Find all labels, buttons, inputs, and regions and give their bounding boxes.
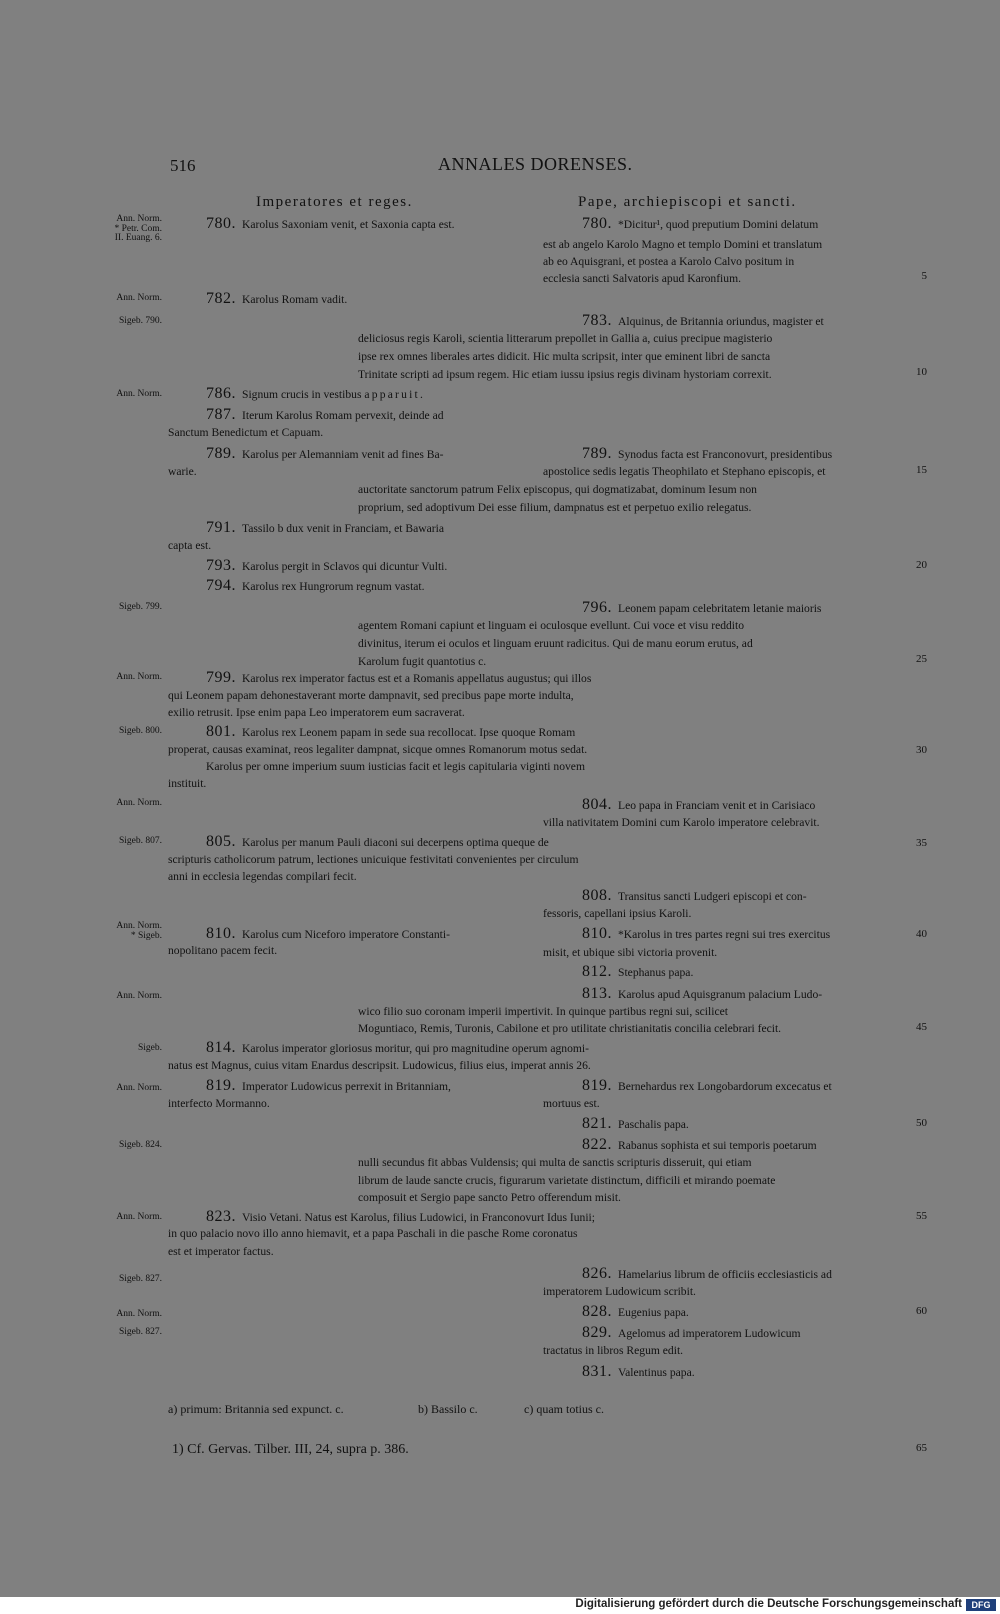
entry-line: anni in ecclesia legendas compilari fecit. <box>168 870 357 883</box>
entry-line <box>582 797 815 813</box>
entry-text: Leonem papam celebritatem letanie maioris <box>618 602 822 615</box>
entry-line <box>206 446 444 462</box>
margin-source: Ann. Norm. * Sigeb. <box>116 921 162 941</box>
entry-line: instituit. <box>168 777 207 790</box>
entry-year: 780. <box>582 215 612 232</box>
entry-text: Bernehardus rex Longobardorum excecatus et <box>618 1080 832 1093</box>
margin-source: Ann. Norm. <box>116 293 162 303</box>
entry-year: 791. <box>206 519 236 536</box>
entry-year: 812. <box>582 963 612 980</box>
entry-year: 805. <box>206 833 236 850</box>
margin-source: Sigeb. 824. <box>118 1140 162 1150</box>
entry-line: misit, et ubique sibi victoria provenit. <box>543 946 718 959</box>
entry-line <box>582 964 693 980</box>
column-heading-left: Imperatores et reges. <box>256 194 413 210</box>
entry-line: mortuus est. <box>543 1097 600 1110</box>
dfg-logo: DFG <box>966 1599 996 1611</box>
line-number: 30 <box>916 744 927 756</box>
entry-line <box>582 446 832 462</box>
entry-year: 826. <box>582 1265 612 1282</box>
entry-year: 829. <box>582 1324 612 1341</box>
entry-line <box>582 1266 832 1282</box>
line-number: 45 <box>916 1021 927 1033</box>
entry-text: Karolus apud Aquisgranum palacium Ludo- <box>618 988 823 1001</box>
entry-line <box>206 834 549 850</box>
margin-source: Sigeb. 807. <box>118 836 162 846</box>
footnote-b: b) Bassilo c. <box>418 1402 478 1416</box>
entry-text: Karolus Romam vadit. <box>242 293 348 306</box>
entry-text: Karolus per Alemanniam venit ad fines Ba- <box>242 448 444 461</box>
entry-line: natus est Magnus, cuius vitam Enardus descripsit. Ludowicus, filius eius, imperat annis 26. <box>168 1059 591 1072</box>
entry-year: 810. <box>582 925 612 942</box>
line-number: 35 <box>916 837 927 849</box>
entry-year: 821. <box>582 1115 612 1132</box>
line-number: 65 <box>916 1442 927 1454</box>
entry-line <box>582 926 830 942</box>
line-number: 10 <box>916 366 927 378</box>
entry-year: 819. <box>582 1077 612 1094</box>
footnote-c: c) quam totius c. <box>524 1402 604 1416</box>
entry-line <box>582 1364 695 1380</box>
line-number: 25 <box>916 653 927 665</box>
entry-year: 783. <box>582 312 612 329</box>
margin-source: Ann. Norm. * Petr. Com. II. Euang. 6. <box>114 214 162 243</box>
margin-source: Sigeb. 827. <box>118 1327 162 1337</box>
entry-year: 799. <box>206 669 236 686</box>
margin-source: Ann. Norm. <box>116 1212 162 1222</box>
entry-year: 786. <box>206 385 236 402</box>
entry-line: qui Leonem papam dehonestaverant morte dampnavit, sed precibus pape morte indulta, <box>168 689 574 702</box>
entry-line <box>582 600 821 616</box>
column-heading-right: Pape, archiepiscopi et sancti. <box>578 194 797 210</box>
entry-year: 787. <box>206 406 236 423</box>
line-number: 5 <box>921 270 927 282</box>
entry-line: Karolus per omne imperium suum iusticias facit et legis capitularia viginti novem <box>206 760 585 773</box>
entry-line: ecclesia sancti Salvatoris apud Karonfium. <box>543 272 741 285</box>
entry-text: Tassilo b dux venit in Franciam, et Bawaria <box>242 522 445 535</box>
entry-text: Visio Vetani. Natus est Karolus, filius Ludowici, in Franconovurt Idus Iunii; <box>242 1211 595 1224</box>
entry-line: capta est. <box>168 539 212 552</box>
entry-text: Karolus rex Hungrorum regnum vastat. <box>242 580 425 593</box>
entry-line: agentem Romani capiunt et linguam ei oculosque evellunt. Cui voce et visu reddito <box>358 619 745 632</box>
entry-line: librum de laude sancte crucis, figurarum varietate distinctum, difficili et mirando poemate <box>358 1174 776 1187</box>
entry-line: exilio retrusit. Ipse enim papa Leo imperatorem eum sacraverat. <box>168 706 465 719</box>
entry-line <box>582 1325 801 1341</box>
entry-text: Valentinus papa. <box>618 1366 695 1379</box>
entry-line <box>206 520 444 536</box>
entry-text: Synodus facta est Franconovurt, presidentibus <box>618 448 833 461</box>
footnote-1: 1) Cf. Gervas. Tilber. III, 24, supra p. 386. <box>172 1442 409 1457</box>
entry-line <box>582 888 807 904</box>
margin-source: Sigeb. <box>137 1043 162 1053</box>
margin-source: Ann. Norm. <box>116 389 162 399</box>
margin-source: Sigeb. 827. <box>118 1274 162 1284</box>
funding-notice: Digitalisierung gefördert durch die Deutsche Forschungsgemeinschaft <box>575 1598 962 1610</box>
entry-text: Alquinus, de Britannia oriundus, magister et <box>618 315 824 328</box>
entry-line <box>206 578 425 594</box>
entry-text: *Karolus in tres partes regni sui tres exercitus <box>618 928 831 941</box>
entry-line: est et imperator factus. <box>168 1245 274 1258</box>
entry-text: Karolus rex imperator factus est et a Romanis appellatus augustus; qui illos <box>242 672 592 685</box>
line-number: 40 <box>916 928 927 940</box>
margin-source: Ann. Norm. <box>116 672 162 682</box>
entry-line: Sanctum Benedictum et Capuam. <box>168 426 324 439</box>
entry-line: apostolice sedis legatis Theophilato et Stephano episcopis, et <box>543 465 826 478</box>
entry-text: Transitus sancti Ludgeri episcopi et con- <box>618 890 807 903</box>
entry-line: scripturis catholicorum patrum, lectiones unicuique festivitati convenientes per circulum <box>168 853 579 866</box>
line-number: 15 <box>916 464 927 476</box>
entry-line <box>206 558 447 574</box>
entry-text: Karolus imperator gloriosus moritur, qui pro magnitudine operum agnomi- <box>242 1042 589 1055</box>
entry-line <box>206 1209 595 1225</box>
entry-text: Stephanus papa. <box>618 966 694 979</box>
entry-line: tractatus in libros Regum edit. <box>543 1344 684 1357</box>
entry-line: in quo palacio novo illo anno hiemavit, et a papa Paschali in die pasche Rome coronatus <box>168 1227 578 1240</box>
entry-line <box>206 216 455 232</box>
entry-line: Moguntiaco, Remis, Turonis, Cabilone et pro utilitate christianitatis concilia celebrari fecit. <box>358 1022 782 1035</box>
margin-source: Ann. Norm. <box>116 798 162 808</box>
line-number: 60 <box>916 1305 927 1317</box>
entry-line: est ab angelo Karolo Magno et templo Domini et translatum <box>543 238 823 251</box>
entry-line <box>206 724 575 740</box>
entry-line: imperatorem Ludowicum scribit. <box>543 1285 696 1298</box>
line-number: 20 <box>916 559 927 571</box>
margin-source: Ann. Norm. <box>116 991 162 1001</box>
entry-line <box>206 926 450 942</box>
entry-line <box>206 291 347 307</box>
entry-text: Paschalis papa. <box>618 1118 689 1131</box>
margin-source: Sigeb. 799. <box>118 602 162 612</box>
entry-line: nopolitano pacem fecit. <box>168 944 278 957</box>
entry-line: Karolum fugit quantotius c. <box>358 655 487 668</box>
entry-text: Rabanus sophista et sui temporis poetarum <box>618 1139 817 1152</box>
entry-line: divinitus, iterum ei oculos et linguam eruunt radicitus. Qui de manu eorum erutus, ad <box>358 637 753 650</box>
entry-line <box>582 1137 817 1153</box>
entry-line: interfecto Mormanno. <box>168 1097 270 1110</box>
entry-year: 808. <box>582 887 612 904</box>
entry-line <box>206 670 591 686</box>
entry-line: ab eo Aquisgrani, et postea a Karolo Calvo positum in <box>543 255 795 268</box>
entry-line <box>206 1078 451 1094</box>
entry-year: 813. <box>582 985 612 1002</box>
entry-line <box>582 986 822 1002</box>
margin-source: Sigeb. 790. <box>118 316 162 326</box>
entry-year: 780. <box>206 215 236 232</box>
entry-line <box>582 1116 689 1132</box>
entry-line: auctoritate sanctorum patrum Felix episcopus, qui dogmatizabat, dominum Iesum non <box>358 483 757 496</box>
entry-year: 801. <box>206 723 236 740</box>
entry-line <box>206 407 444 423</box>
entry-year: 823. <box>206 1208 236 1225</box>
entry-year: 804. <box>582 796 612 813</box>
entry-line <box>206 386 425 402</box>
footnote-a: a) primum: Britannia sed expunct. c. <box>168 1402 344 1416</box>
entry-line: ipse rex omnes liberales artes didicit. Hic multa scripsit, inter que eminent libri de sancta <box>358 350 771 363</box>
line-number: 50 <box>916 1117 927 1129</box>
entry-text: Imperator Ludowicus perrexit in Britanniam, <box>242 1080 451 1093</box>
entry-line <box>582 216 818 232</box>
entry-text: Signum crucis in vestibus <box>242 388 365 401</box>
entry-text: Eugenius papa. <box>618 1306 689 1319</box>
entry-line <box>582 1304 689 1320</box>
entry-line <box>582 313 824 329</box>
entry-text: Iterum Karolus Romam pervexit, deinde ad <box>242 409 444 422</box>
entry-year: 814. <box>206 1039 236 1056</box>
entry-text: Hamelarius librum de officiis ecclesiasticis ad <box>618 1268 832 1281</box>
margin-source: Ann. Norm. <box>116 1083 162 1093</box>
entry-year: 793. <box>206 557 236 574</box>
entry-text: Agelomus ad imperatorem Ludowicum <box>618 1327 801 1340</box>
page-number: 516 <box>170 156 196 175</box>
entry-year: 789. <box>582 445 612 462</box>
entry-text: Karolus Saxoniam venit, et Saxonia capta est. <box>242 218 455 231</box>
entry-line: deliciosus regis Karoli, scientia litterarum prepollet in Gallia a, cuius precipue magisterio <box>358 332 773 345</box>
entry-line: proprium, sed adoptivum Dei esse filium, dampnatus est et perpetuo exilio relegatus. <box>358 501 752 514</box>
entry-year: 831. <box>582 1363 612 1380</box>
entry-text: Karolus per manum Pauli diaconi sui decerpens optima queque de <box>242 836 549 849</box>
entry-year: 810. <box>206 925 236 942</box>
entry-text-spaced: apparuit. <box>364 388 426 401</box>
entry-line: fessoris, capellani ipsius Karoli. <box>543 907 692 920</box>
entry-text: Karolus cum Niceforo imperatore Constanti- <box>242 928 450 941</box>
entry-line <box>206 1040 589 1056</box>
margin-source: Sigeb. 800. <box>118 726 162 736</box>
entry-line: composuit et Sergio pape sancto Petro offerendum misit. <box>358 1191 621 1204</box>
margin-source: Ann. Norm. <box>116 1309 162 1319</box>
entry-line: nulli secundus fit abbas Vuldensis; qui multa de sanctis scripturis disseruit, qui etiam <box>358 1156 752 1169</box>
entry-year: 796. <box>582 599 612 616</box>
entry-line: properat, causas examinat, reos legaliter dampnat, sicque omnes Romanorum motus sedat. <box>168 743 588 756</box>
entry-year: 794. <box>206 577 236 594</box>
entry-year: 828. <box>582 1303 612 1320</box>
entry-text: Karolus pergit in Sclavos qui dicuntur Vulti. <box>242 560 448 573</box>
entry-text: Leo papa in Franciam venit et in Carisiaco <box>618 799 816 812</box>
entry-year: 822. <box>582 1136 612 1153</box>
entry-line <box>582 1078 832 1094</box>
running-title: ANNALES DORENSES. <box>438 154 633 174</box>
entry-year: 782. <box>206 290 236 307</box>
entry-year: 819. <box>206 1077 236 1094</box>
entry-text: Karolus rex Leonem papam in sede sua recollocat. Ipse quoque Romam <box>242 726 576 739</box>
entry-year: 789. <box>206 445 236 462</box>
entry-line: villa nativitatem Domini cum Karolo imperatore celebravit. <box>543 816 820 829</box>
entry-text: *Dicitur¹, quod preputium Domini delatum <box>618 218 819 231</box>
entry-line: warie. <box>168 465 197 478</box>
entry-line: wico filio suo coronam imperii impertivit. In quinque partibus regni sui, scilicet <box>358 1005 728 1018</box>
line-number: 55 <box>916 1210 927 1222</box>
entry-line: Trinitate scripti ad ipsum regem. Hic etiam iussu ipsius regis divinam hystoriam correxit. <box>358 368 772 381</box>
